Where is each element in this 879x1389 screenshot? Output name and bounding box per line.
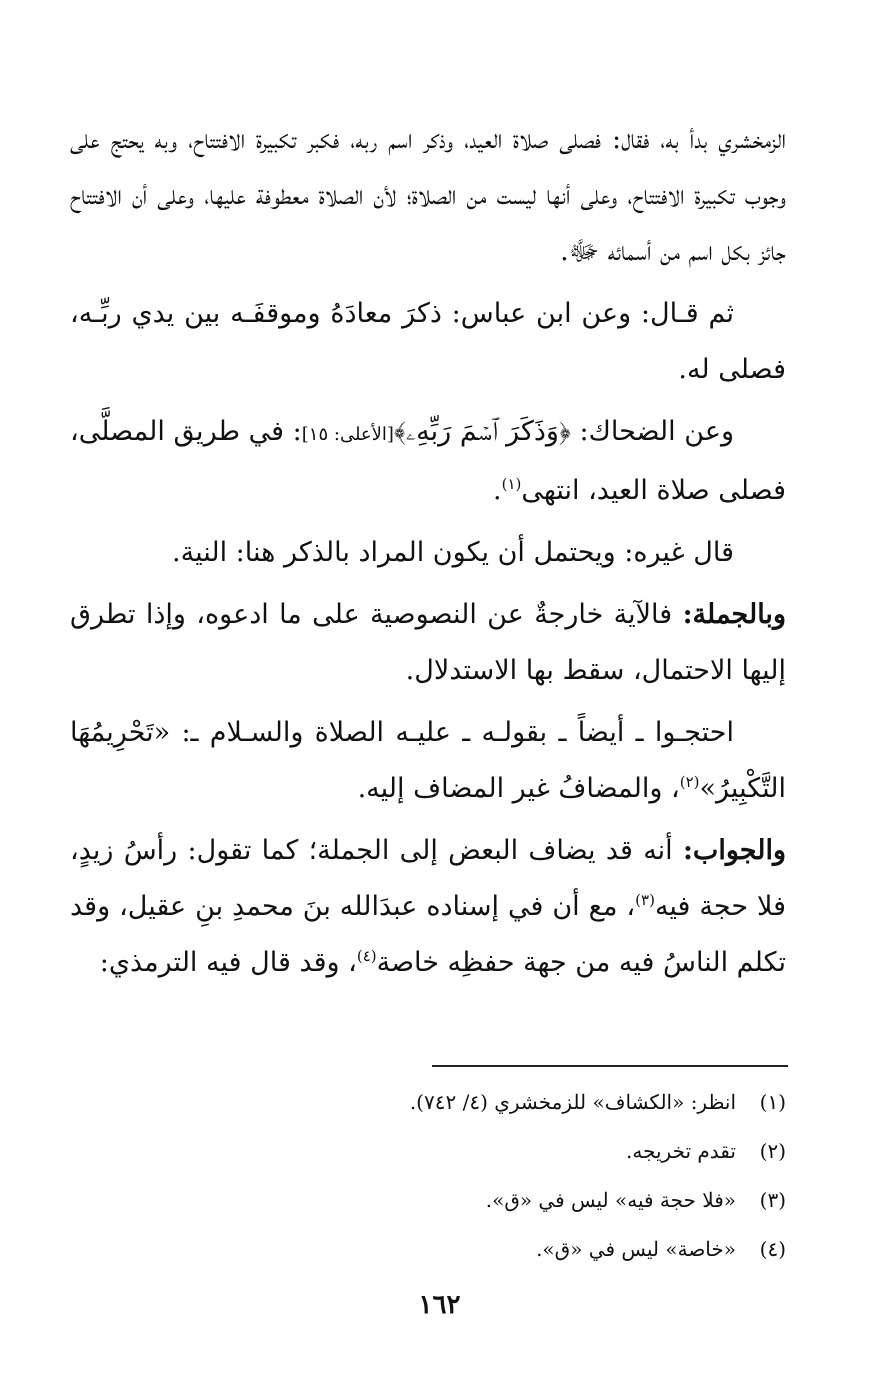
page-number: ١٦٢ <box>418 1290 461 1320</box>
footnote-2 <box>70 1127 786 1176</box>
main-text <box>70 112 786 997</box>
paragraph-1 <box>70 112 786 280</box>
footnote-marker-2: (٢) <box>679 773 700 791</box>
footnote-3 <box>70 1176 786 1225</box>
footnote-4-number: (٤) <box>759 1237 786 1261</box>
paragraph-7-text-3: ، وقد قال فيه الترمذي: <box>99 947 357 978</box>
paragraph-4-text: قال غيره: ويحتمل أن يكون المراد بالذكر هنا: النية. <box>172 537 734 568</box>
paragraph-2-text: ثم قـال: وعن ابن عباس: ذكرَ معادَهُ وموقفَـه بين يدي ربِّـه، فصلى له. <box>70 298 786 385</box>
footnote-3-text: «فلا حجة فيه» ليس في «ق». <box>485 1188 736 1212</box>
paragraph-5-lead: وبالجملة: <box>682 599 786 630</box>
footnote-1-text: انظر: «الكشاف» للزمخشري (٤/ ٧٤٢). <box>409 1090 736 1114</box>
paragraph-6-text: احتجـوا ـ أيضاً ـ بقولـه ـ عليـه الصلاة والسـلام ـ: «تَحْرِيمُهَا التَّكْبِيرُ» <box>70 717 786 804</box>
paragraph-7-text-1: أنه قد يضاف البعض إلى الجملة؛ كما تقول: رأسُ زيدٍ، فلا حجة فيه <box>70 835 787 922</box>
footnotes <box>70 1078 786 1274</box>
footnote-1-number: (١) <box>759 1090 786 1114</box>
footnote-1 <box>70 1078 786 1127</box>
footnote-2-text: تقدم تخريجه. <box>626 1139 736 1163</box>
paragraph-7-text-2: ، مع أن في إسناده عبدَالله بنَ محمدِ بنِ عقيل، وقد تكلم الناسُ فيه من جهة حفظِه خاصة <box>70 891 786 978</box>
paragraph-5-text: فالآية خارجةٌ عن النصوصية على ما ادعوه، وإذا تطرق إليها الاحتمال، سقط بها الاستدلال. <box>70 599 786 686</box>
paragraph-1-text: الزمخشري بدأ به، فقال: فصلى صلاة العيد، وذكر اسم ربه، فكبر تكبيرة الافتتاح، وبه يحتج على وجوب تكبيرة الافتتاح، وعلى أنها ليست من الصلاة؛ لأن الصلاة معطوفة عليها، وعلى أن الافتتاح جائز بكل اسم من أسمائه ﷻ. <box>70 124 786 267</box>
paragraph-5 <box>70 587 786 699</box>
footnote-3-number: (٣) <box>759 1188 786 1212</box>
footnote-marker-4: (٤) <box>356 947 377 965</box>
footnote-divider <box>432 1065 788 1067</box>
footnote-2-number: (٢) <box>759 1139 786 1163</box>
paragraph-7 <box>70 823 786 991</box>
paragraph-6 <box>70 705 786 817</box>
paragraph-7-lead: والجواب: <box>682 835 786 866</box>
paragraph-3-end: . <box>493 475 502 506</box>
paragraph-4 <box>70 525 786 581</box>
paragraph-3-intro: وعن الضحاك: <box>570 416 734 447</box>
paragraph-2 <box>70 286 786 398</box>
paragraph-6-end: ، والمضافُ غير المضاف إليه. <box>357 773 680 804</box>
quran-verse: ﴿وَذَكَرَ ٱسۡمَ رَبِّهِۦ﴾ <box>393 416 571 447</box>
footnote-4-text: «خاصة» ليس في «ق». <box>536 1237 736 1261</box>
verse-reference: [الأعلى: ١٥] <box>301 424 394 445</box>
paragraph-3-text: : في طريق المصلَّى، فصلى صلاة العيد، انتهى <box>70 416 786 506</box>
footnote-4 <box>70 1225 786 1274</box>
footnote-marker-1: (١) <box>501 475 522 493</box>
paragraph-3 <box>70 404 786 519</box>
footnote-marker-3: (٣) <box>635 891 655 909</box>
